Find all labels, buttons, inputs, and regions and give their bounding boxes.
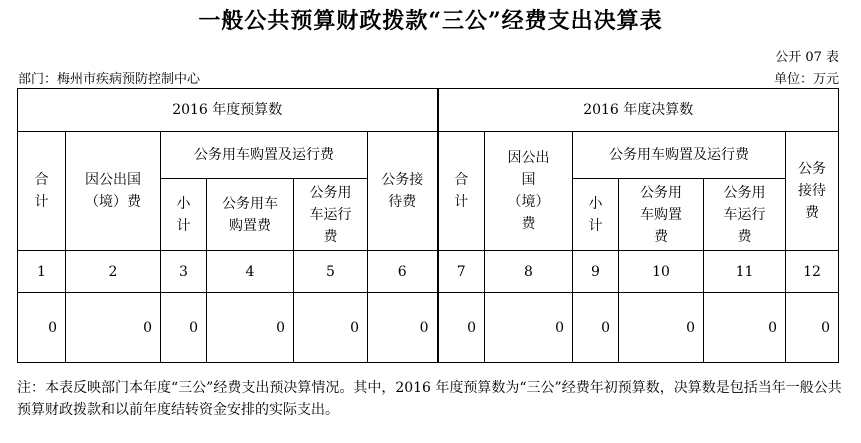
value-cell: 0	[207, 293, 294, 363]
value-cell: 0	[573, 293, 619, 363]
budget-reception-header: 公务接待费	[368, 132, 438, 251]
final-operation-header: 公务用车运行费	[704, 179, 786, 251]
value-row	[18, 293, 839, 363]
value-cell: 0	[438, 293, 485, 363]
value-cell: 0	[161, 293, 207, 363]
value-cell: 0	[368, 293, 438, 363]
table-code: 公开 07 表	[775, 50, 839, 65]
index-cell: 7	[438, 251, 485, 293]
budget-operation-header: 公务用车运行费	[294, 179, 368, 251]
index-cell: 1	[18, 251, 66, 293]
value-cell: 0	[66, 293, 161, 363]
index-cell: 3	[161, 251, 207, 293]
index-cell: 4	[207, 251, 294, 293]
footnote: 注：本表反映部门本年度“三公”经费支出预决算情况。其中，2016 年度预算数为“三公”经费年初预算数，决算数是包括当年一般公共预算财政拨款和以前年度结转资金安排的实际支出。	[17, 380, 842, 418]
budget-vehicle-group-header: 公务用车购置及运行费	[161, 132, 368, 179]
index-cell: 6	[368, 251, 438, 293]
budget-total-header: 合计	[18, 132, 66, 251]
value-cell: 0	[704, 293, 786, 363]
index-cell: 10	[619, 251, 704, 293]
table-row	[18, 132, 839, 179]
index-cell: 9	[573, 251, 619, 293]
final-header: 2016 年度决算数	[438, 89, 839, 132]
value-cell: 0	[294, 293, 368, 363]
department-label: 部门：梅州市疾病预防控制中心	[18, 72, 201, 87]
expenditure-table	[17, 88, 839, 363]
value-cell: 0	[485, 293, 573, 363]
final-vehicle-group-header: 公务用车购置及运行费	[573, 132, 786, 179]
final-reception-header: 公务接待费	[786, 132, 839, 251]
final-purchase-header: 公务用车购置费	[619, 179, 704, 251]
value-cell: 0	[18, 293, 66, 363]
budget-abroad-header: 因公出国（境）费	[66, 132, 161, 251]
index-cell: 11	[704, 251, 786, 293]
final-total-header: 合计	[438, 132, 485, 251]
unit-label: 单位：万元	[773, 72, 839, 87]
table-row	[18, 89, 839, 132]
index-cell: 5	[294, 251, 368, 293]
budget-purchase-header: 公务用车购置费	[207, 179, 294, 251]
index-cell: 8	[485, 251, 573, 293]
final-abroad-header: 因公出国（境）费	[485, 132, 573, 251]
index-cell: 12	[786, 251, 839, 293]
budget-header: 2016 年度预算数	[18, 89, 438, 132]
value-cell: 0	[786, 293, 839, 363]
index-row	[18, 251, 839, 293]
page-title: 一般公共预算财政拨款“三公”经费支出决算表	[198, 8, 663, 34]
index-cell: 2	[66, 251, 161, 293]
budget-subtotal-header: 小计	[161, 179, 207, 251]
final-subtotal-header: 小计	[573, 179, 619, 251]
value-cell: 0	[619, 293, 704, 363]
